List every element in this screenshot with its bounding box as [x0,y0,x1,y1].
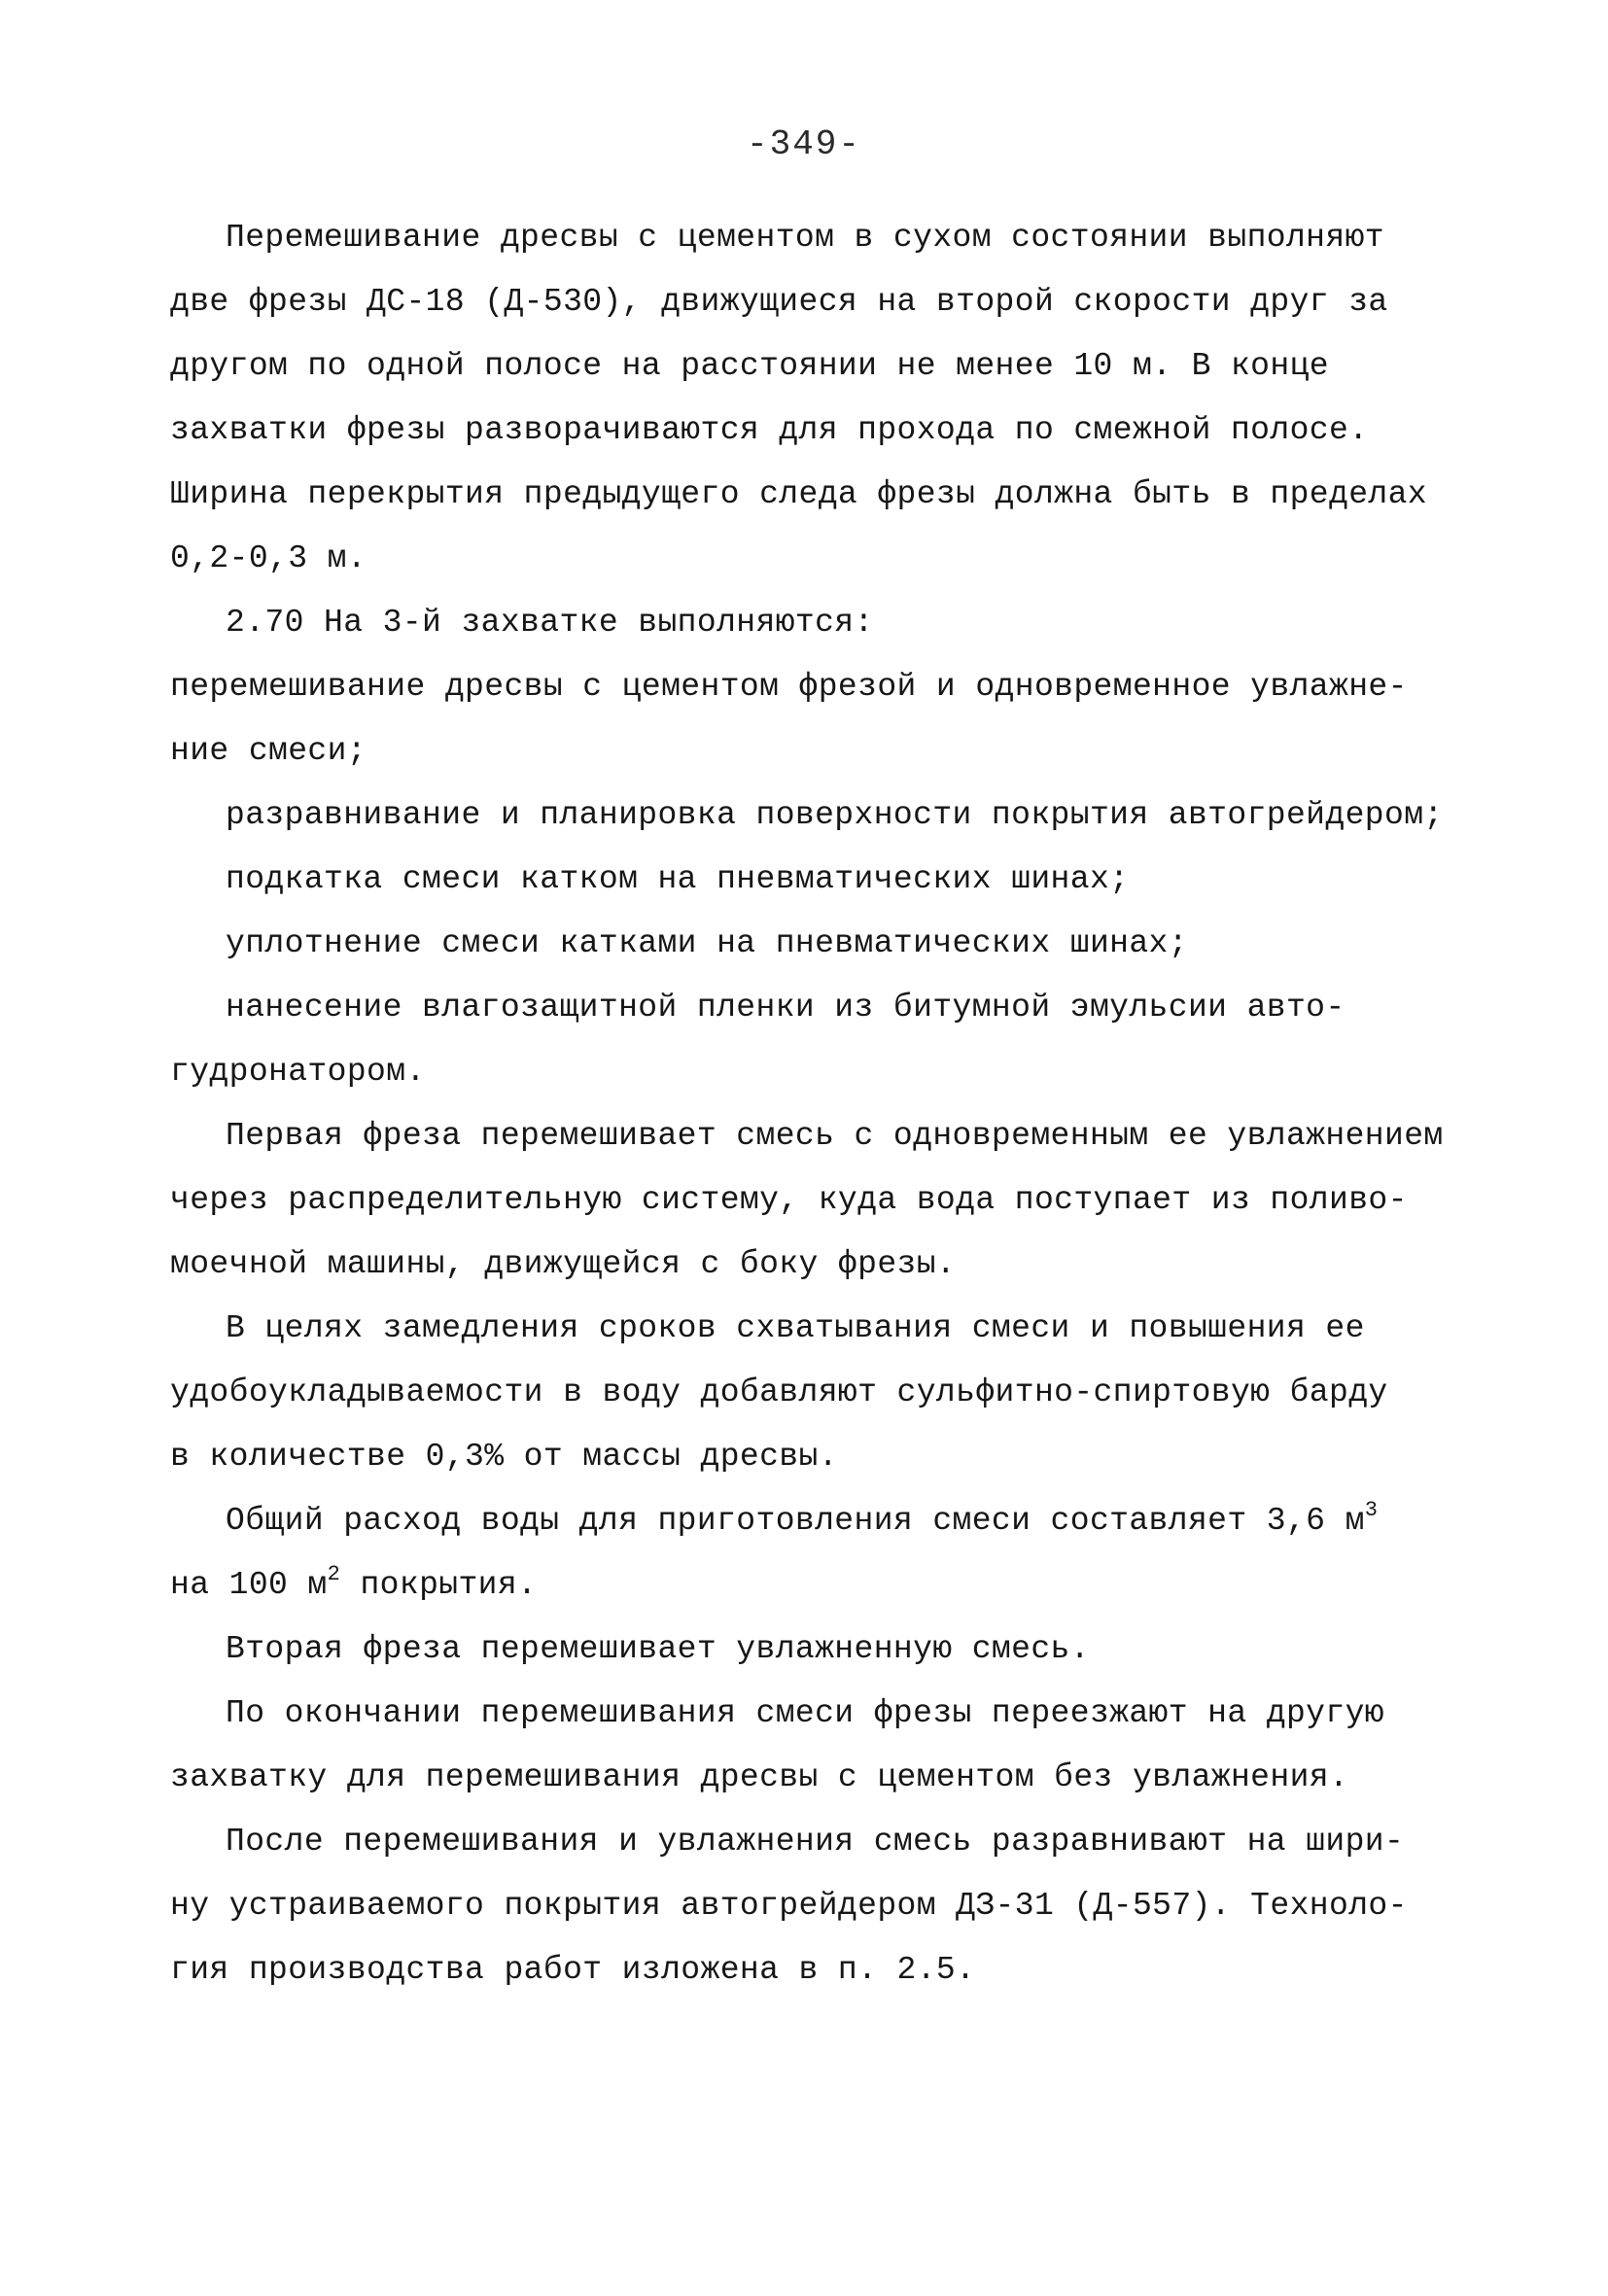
para1-line-6: 0,2-0,3 м. [170,540,367,576]
para5-line-1: Вторая фреза перемешивает увлажненную смесь. [226,1631,1090,1667]
para1-line-1: Перемешивание дресвы с цементом в сухом состоянии выполняют [226,220,1384,256]
section-line-2: ние смеси; [170,733,367,769]
para3-line-1: В целях замедления сроков схватывания смеси и повышения ее [226,1310,1365,1346]
list-item-3: уплотнение смеси катками на пневматических шинах; [226,925,1188,961]
para4-line-2 [170,1562,538,1603]
para2-line-2: через распределительную систему, куда вода поступает из поливо- [170,1182,1408,1218]
para7-line-1: После перемешивания и увлажнения смесь разравнивают на шири- [226,1824,1405,1860]
para3-line-3: в количестве 0,3% от массы дресвы. [170,1439,838,1475]
page-number: -349- [746,124,862,164]
para4-line-1-text: Общий расход воды для приготовления смеси составляет 3,6 м [226,1503,1365,1539]
para2-line-1: Первая фреза перемешивает смесь с одновременным ее увлажнением [226,1118,1444,1154]
para1-line-3: другом по одной полосе на расстоянии не менее 10 м. В конце [170,348,1329,384]
para4-line-2-text-b: покрытия. [340,1567,538,1603]
list-item-4: нанесение влагозащитной пленки из битумной эмульсии авто- [226,990,1346,1026]
section-heading: 2.70 На 3-й захватке выполняются: [226,605,874,641]
para2-line-3: моечной машины, движущейся с боку фрезы. [170,1246,957,1282]
para1-line-5: Ширина перекрытия предыдущего следа фрезы должна быть в пределах [170,476,1428,512]
para7-line-3: гия производства работ изложена в п. 2.5. [170,1952,976,1988]
list-item-2: подкатка смеси катком на пневматических шинах; [226,861,1130,897]
para7-line-2: ну устраиваемого покрытия автогрейдером ДЗ-31 (Д-557). Техноло- [170,1888,1408,1924]
cubic-superscript: 3 [1364,1498,1379,1522]
list-item-1: разравнивание и планировка поверхности покрытия автогрейдером; [226,797,1444,833]
para3-line-2: удобоукладываемости в воду добавляют сульфитно-спиртовую барду [170,1374,1388,1410]
list-item-4-cont: гудронатором. [170,1054,426,1090]
para4-line-1 [226,1498,1379,1539]
para6-line-1: По окончании перемешивания смеси фрезы переезжают на другую [226,1695,1384,1731]
section-line-1: перемешивание дресвы с цементом фрезой и одновременное увлажне- [170,669,1408,705]
para6-line-2: захватку для перемешивания дресвы с цементом без увлажнения. [170,1759,1349,1795]
para4-line-2-text-a: на 100 м [170,1567,328,1603]
para1-line-2: две фрезы ДС-18 (Д-530), движущиеся на второй скорости друг за [170,284,1388,320]
square-superscript: 2 [327,1562,341,1586]
para1-line-4: захватки фрезы разворачиваются для прохода по смежной полосе. [170,412,1369,448]
